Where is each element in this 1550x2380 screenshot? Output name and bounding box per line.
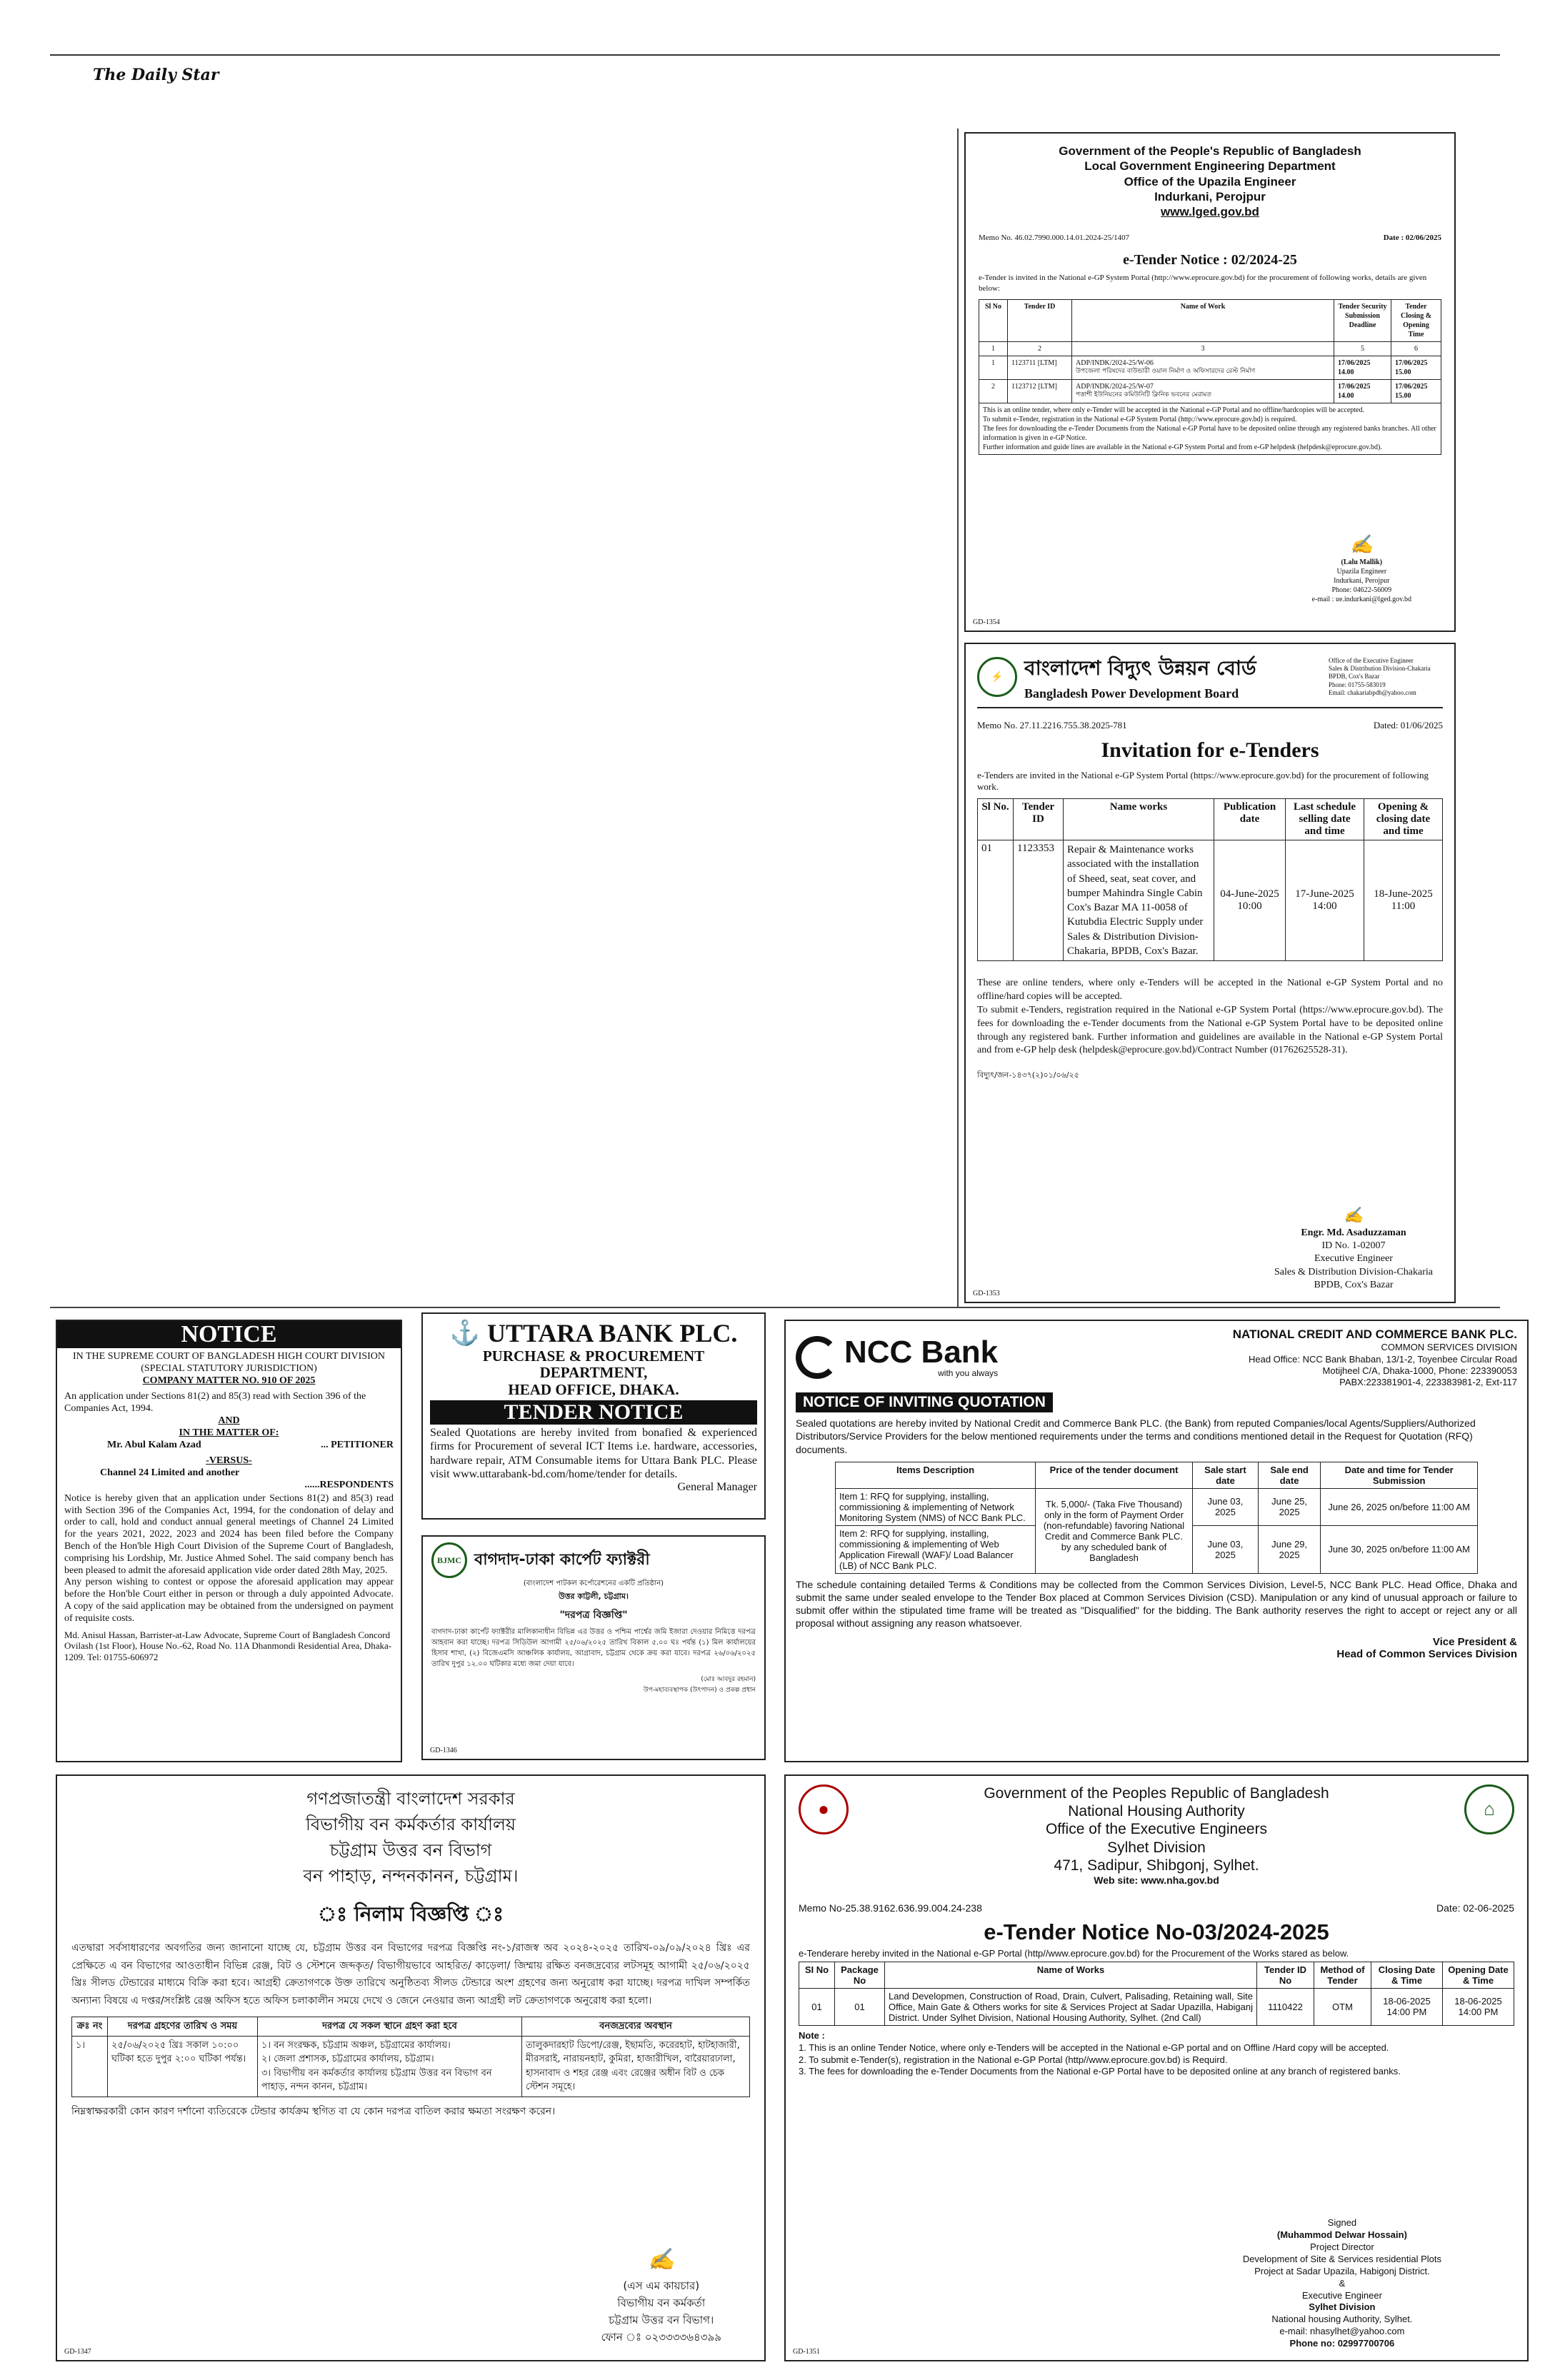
- bpdb-name-bn: বাংলাদেশ বিদ্যুৎ উন্নয়ন বোর্ড: [1024, 656, 1256, 680]
- forest-cell: ১। বন সংরক্ষক, চট্টগ্রাম অঞ্চল, চট্টগ্রামের কার্যালয়।: [261, 2039, 451, 2051]
- bpdb-th: Last schedule selling date and time: [1286, 799, 1364, 840]
- nha-line: National Housing Authority: [1068, 1803, 1245, 1820]
- bpdb-cell: 1123353: [1014, 840, 1064, 961]
- ncc-name: NATIONAL CREDIT AND COMMERCE BANK PLC.: [1232, 1327, 1517, 1341]
- ncc-price: Tk. 5,000/- (Taka Five Thousand) only in the form of Payment Order (non-refundable) favoring National Credit and Commerce Bank PLC. by any scheduled bank of Bangladesh: [1036, 1488, 1193, 1573]
- court-notice: [56, 1320, 402, 1762]
- ncc-cell: June 29, 2025: [1258, 1525, 1320, 1573]
- nha-note: 1. This is an online Tender Notice, where only e-Tenders will be accepted in the National e-GP portal and on Offline /Hard copy will be accepted.: [799, 2042, 1389, 2053]
- court-title: NOTICE: [57, 1321, 401, 1348]
- lged-th-close: Tender Closing & Opening Time: [1391, 299, 1441, 341]
- forest-sign: ফোন ঃ ০২৩৩৩৩৬৪৩৯৯: [601, 2331, 721, 2344]
- lged-intro: e-Tender is invited in the National e-GP System Portal (http://www.eprocure.gov.bd) for the procurement of following works, details are given below:: [979, 273, 1427, 293]
- ncc-tag: with you always: [938, 1368, 999, 1379]
- forest-table: [71, 2017, 750, 2097]
- lged-sign-line: Phone: 04622-56009: [1331, 586, 1392, 594]
- gd-code: GD-1346: [430, 1747, 457, 1754]
- ncc-logo-icon: [796, 1336, 839, 1379]
- lged-office: Office of the Upazila Engineer: [1124, 174, 1296, 189]
- lged-sign-line: e-mail : ue.indurkani@lged.gov.bd: [1311, 595, 1411, 603]
- nha-logo-icon: ⌂: [1464, 1784, 1514, 1834]
- carpet-body: বাগদাদ-ঢাকা কার্পেট ফ্যাক্টরীর মালিকানাধীন বিভিন্ন এর উত্তর ও পশ্চিম পার্শ্বের জমি ইজারা দেওয়ার নিমিত্তে দরপত্র আহবান করা যাচ্ছে। দরপত্র সিডিউল আগামী ২৫/০৬/২০২৫ তারিখ বিকাল ৫.০০ ঘঃ পর্যন্ত (১) মিল কার্যালয়ের হিসাব শাখা, (২) বিজেএমসি আঞ্চলিক কার্যালয়, আগ্রাবাদ, চট্টগ্রাম থেকে ক্রয় করা যাবে। দরপত্র ২৬/০৬/২০২৫ তারিখ দুপুর ১২.০০ ঘটিকার মধ্যে জমা দেয়া যাবে।: [431, 1628, 756, 1668]
- nha-th: Closing Date & Time: [1371, 1962, 1443, 1988]
- ncc-table: [835, 1462, 1478, 1574]
- court-line: Mr. Abul Kalam Azad: [107, 1439, 201, 1450]
- nha-line: Sylhet Division: [1107, 1839, 1206, 1856]
- ncc-th: Price of the tender document: [1036, 1462, 1193, 1488]
- carpet-sign: উপ-মহাব্যবস্থাপক (উৎপাদন) ও প্রকল্প প্রধান: [643, 1687, 756, 1694]
- lged-memo: Memo No. 46.02.7990.000.14.01.2024-25/1407: [979, 234, 1130, 243]
- bpdb-cell: 01: [978, 840, 1014, 961]
- bpdb-sign-line: BPDB, Cox's Bazar: [1314, 1279, 1394, 1290]
- nha-sign: Project at Sadar Upazila, Habigonj District.: [1254, 2265, 1430, 2276]
- bpdb-cell: 18-June-2025 11:00: [1364, 840, 1443, 961]
- forest-line: চট্টগ্রাম উত্তর বন বিভাগ: [329, 1840, 492, 1860]
- nha-sign: (Muhammod Delwar Hossain): [1276, 2229, 1407, 2241]
- nha-sign: e-mail: nhasylhet@yahoo.com: [1279, 2326, 1405, 2337]
- forest-line: বন পাহাড়, নন্দনকানন, চট্টগ্রাম।: [303, 1866, 519, 1886]
- nha-title: e-Tender Notice No-03/2024-2025: [984, 1919, 1329, 1944]
- ncc-div: COMMON SERVICES DIVISION: [1381, 1342, 1517, 1353]
- lged-cell: 1: [979, 356, 1008, 379]
- nha-note: Note :: [799, 2029, 825, 2041]
- masthead: The Daily Star: [93, 66, 219, 84]
- lged-title: e-Tender Notice : 02/2024-25: [1123, 252, 1297, 268]
- lged-cell: 17/06/2025 15.00: [1391, 379, 1441, 403]
- lged-cell: ADP/INDK/2024-25/W-06: [1076, 358, 1154, 367]
- bpdb-th: Name works: [1064, 799, 1214, 840]
- lged-cell: 17/06/2025 15.00: [1391, 356, 1441, 379]
- bpdb-table: [977, 798, 1443, 961]
- forest-cell: ৩। বিভাগীয় বন কর্মকর্তার কার্যালয় চট্টগ্রাম উত্তর বন বিভাগ বন পাহাড়, নন্দন কানন, চট্টগ্রাম।: [261, 2067, 492, 2092]
- bpdb-body: To submit e-Tenders, registration required in the National e-GP System Portal (https://www.eprocure.gov.bd). The fees for downloading the e-Tender documents from the National e-GP System Portal have to be deposited online through any registered bank. Further information and guidelines are available in the National e-GP System Portal and from e-GP help desk (helpdesk@eprocure.gov.bd)/Contract Number (01762625528-31).: [977, 1004, 1443, 1056]
- nha-cell: Land Developmen, Construction of Road, Drain, Culvert, Palisading, Retaining wall, Site Office, Main Gate & Others works for site & Services Project at Sadar Upazilla, Habiganj District. Under Sylhet Division, National Housing Authority, Sylhet. (2nd Call): [885, 1988, 1257, 2025]
- carpet-title: "দরপত্র বিজ্ঞপ্তি": [559, 1610, 628, 1621]
- table-row: [72, 2036, 750, 2097]
- gd-code: GD-1347: [64, 2348, 91, 2356]
- ncc-sign: Vice President &: [1432, 1635, 1517, 1648]
- nha-sign: Development of Site & Services residential Plots: [1242, 2253, 1441, 2264]
- ncc-body: The schedule containing detailed Terms & Conditions may be collected from the Common Services Division, Level-5, NCC Bank PLC. Head Office, Dhaka and submit the same under sealed envelope to the Tender Box placed at Common Services Division (CSD). Manipulation or any kind of unusual approach or failure to submit offer within the stipulated time frame will be treated as "Disqualified" for the bidding. The Bank authority reserves the right to accept or reject any or all proposal without assigning any reason whatsoever.: [796, 1578, 1517, 1630]
- nha-table: [799, 1962, 1514, 2026]
- forest-th: বনজদ্রব্যের অবস্থান: [522, 2017, 750, 2037]
- govt-emblem-icon: ●: [799, 1784, 849, 1834]
- lged-sign-line: Upazila Engineer: [1336, 567, 1387, 576]
- gd-code: GD-1351: [793, 2348, 820, 2356]
- uttara-gm: General Manager: [677, 1480, 757, 1493]
- bpdb-cell: Repair & Maintenance works associated with the installation of Sheed, seat, seat cover, and bumper Mahindra Single Cabin Cox's Bazar MA 11-0058 of Kutubdia Electric Supply under Sales & Distribution Division-Chakaria, BPDB, Cox's Bazar.: [1064, 840, 1214, 961]
- forest-cell: ১।: [72, 2036, 108, 2097]
- nha-th: Opening Date & Time: [1443, 1962, 1514, 1988]
- uttara-logo-icon: ⚓: [449, 1320, 480, 1347]
- lged-signature: ✍: [1350, 534, 1374, 556]
- lged-table: [979, 299, 1441, 403]
- ncc-notice: [784, 1320, 1529, 1762]
- uttara-title: TENDER NOTICE: [430, 1400, 757, 1425]
- uttara-notice: [421, 1312, 766, 1520]
- nha-th: Name of Works: [885, 1962, 1257, 1988]
- lged-signer: (Lalu Mallik): [1341, 558, 1383, 566]
- lged-cell: 17/06/2025 14.00: [1334, 379, 1391, 403]
- bpdb-name-en: Bangladesh Power Development Board: [1024, 686, 1239, 701]
- lged-cell: ADP/INDK/2024-25/W-07: [1076, 382, 1154, 391]
- lged-num: 2: [1008, 341, 1072, 356]
- ncc-cell: June 03, 2025: [1193, 1488, 1259, 1525]
- ncc-sign: Head of Common Services Division: [1336, 1647, 1517, 1660]
- lged-num: 5: [1334, 341, 1391, 356]
- ncc-logo: NCC Bank: [844, 1335, 999, 1370]
- forest-sign: (এস এম কায়চার): [623, 2279, 700, 2292]
- forest-line: গণপ্রজাতন্ত্রী বাংলাদেশ সরকার: [306, 1789, 515, 1809]
- bpdb-body: These are online tenders, where only e-Tenders will be accepted in the National e-GP System Portal and no offline/hard copies will be accepted.: [977, 978, 1443, 1002]
- ncc-th: Sale start date: [1193, 1462, 1259, 1488]
- lged-note: To submit e-Tender, registration in the National e-GP System Portal (http://www.eprocure.gov.bd) is required.: [983, 415, 1297, 423]
- lged-web: www.lged.gov.bd: [1161, 205, 1259, 219]
- carpet-name: বাগদাদ-ঢাকা কার্পেট ফ্যাক্টরী: [474, 1550, 650, 1569]
- forest-cell: ২। জেলা প্রশাসক, চট্টগ্রামের কার্যালয়, চট্টগ্রাম।: [261, 2054, 434, 2064]
- nha-line: Office of the Executive Engineers: [1045, 1821, 1268, 1838]
- lged-th-name: Name of Work: [1072, 299, 1334, 341]
- bpdb-date: Dated: 01/06/2025: [1373, 720, 1443, 730]
- bpdb-notice: [964, 643, 1456, 1303]
- court-body: Notice is hereby given that an application under Sections 81(2) and 85(3) read with Section 396 of the Companies Act, 1994, for the condonation of delay and order to call, hold and conduct annual general meetings of Channel 24 Limited for the years 2021, 2022, 2023 and 2024 has been filed before the Company Bench of the Hon'ble High Court Division of the Supreme Court of Bangladesh, comprising his Lordship, Mr. Justice Ahmed Sohel. The said company bench has been pleased to admit the aforesaid application vide order dated 28th May, 2025.: [64, 1492, 394, 1576]
- forest-cell: ২৫/০৬/২০২৫ খ্রিঃ সকাল ১০:০০ ঘটিকা হতে দুপুর ২:০০ ঘটিকা পর্যন্ত।: [108, 2036, 258, 2097]
- court-line: IN THE SUPREME COURT OF BANGLADESH HIGH COURT DIVISION: [72, 1351, 385, 1362]
- gd-code: GD-1354: [973, 618, 1000, 626]
- nha-date: Date: 02-06-2025: [1436, 1902, 1514, 1914]
- nha-th: Method of Tender: [1314, 1962, 1371, 1988]
- table-row: [799, 1988, 1514, 2025]
- table-row: [979, 356, 1441, 379]
- nha-cell: 01: [835, 1988, 885, 2025]
- lged-dept: Local Government Engineering Department: [1084, 159, 1336, 174]
- uttara-body: Sealed Quotations are hereby invited from bonafied & experienced firms for Procurement of several ICT Items i.e. hardware, accessories, hardware repair, ATM Consumable items for Uttara Bank PLC. Please visit www.uttarabank-bd.com/home/tender for details.: [430, 1427, 757, 1480]
- gd-code: GD-1353: [973, 1290, 1000, 1297]
- court-line: -VERSUS-: [206, 1455, 252, 1467]
- nha-note: 2. To submit e-Tender(s), registration in the National e-GP Portal (http//www.eprocure.gov.bd) is Requird.: [799, 2054, 1228, 2065]
- forest-sign: চট্টগ্রাম উত্তর বন বিভাগ।: [609, 2314, 714, 2326]
- nha-sign: Executive Engineer: [1301, 2289, 1382, 2301]
- lged-num: 6: [1391, 341, 1441, 356]
- bpdb-title: Invitation for e-Tenders: [1101, 738, 1319, 762]
- carpet-sub: উত্তর কাট্টলী, চট্টগ্রাম।: [559, 1592, 629, 1601]
- lged-cell: 1123711 [LTM]: [1008, 356, 1072, 379]
- court-sign: Md. Anisul Hassan, Barrister-at-Law Advocate, Supreme Court of Bangladesh Concord Ovilash (1st Floor), House No.-62, Road No. 11A Dhanmondi Residential Area, Dhaka-1209. Tel: 01755-606972: [64, 1629, 392, 1662]
- forest-notice: [56, 1774, 766, 2361]
- court-line: (SPECIAL STATUTORY JURISDICTION): [141, 1362, 317, 1374]
- ncc-cell: Item 2: RFQ for supplying, installing, commissioning & implementing of Web Application Firewall (WAF)/ Load Balancer (LB) of NCC Bank PLC.: [836, 1525, 1036, 1573]
- court-line: An application under Sections 81(2) and 85(3) read with Section 396 of the Companies Act, 1994.: [64, 1391, 366, 1415]
- lged-gov: Government of the People's Republic of Bangladesh: [1059, 144, 1361, 158]
- ncc-addr: PABX:223381901-4, 223383981-2, Ext-117: [1339, 1377, 1517, 1387]
- nha-memo: Memo No-25.38.9162.636.99.004.24-238: [799, 1902, 982, 1914]
- court-line: IN THE MATTER OF:: [179, 1427, 279, 1438]
- table-row: [978, 840, 1443, 961]
- nha-sign: Sylhet Division: [1309, 2301, 1376, 2313]
- nha-line: 471, Sadipur, Shibgonj, Sylhet.: [1054, 1857, 1259, 1874]
- forest-line: বিভাগীয় বন কর্মকর্তার কার্যালয়: [305, 1814, 516, 1834]
- lged-num: 3: [1072, 341, 1334, 356]
- bpdb-office: BPDB, Cox's Bazar: [1329, 673, 1380, 681]
- bpdb-signature: ✍: [1344, 1207, 1364, 1225]
- nha-intro: e-Tenderare hereby invited in the National e-GP Portal (http//www.eprocure.gov.bd) for the Procurement of the Works stared as below.: [799, 1947, 1349, 1959]
- bpdb-signer: Engr. Md. Asaduzzaman: [1301, 1227, 1406, 1239]
- lged-th-sl: Sl No: [979, 299, 1008, 341]
- forest-sign: বিভাগীয় বন কর্মকর্তা: [617, 2296, 706, 2309]
- bpdb-cell: 17-June-2025 14:00: [1286, 840, 1364, 961]
- bpdb-sign-line: ID No. 1-02007: [1321, 1240, 1386, 1252]
- lged-cell: 1123712 [LTM]: [1008, 379, 1072, 403]
- table-row: [836, 1488, 1478, 1525]
- uttara-dept: PURCHASE & PROCUREMENT DEPARTMENT,: [482, 1347, 705, 1382]
- lged-cell: 17/06/2025 14.00: [1334, 356, 1391, 379]
- lged-cell: উপজেলা পরিষদের বাউন্ডারী ওয়াল নির্মাণ ও অফিসারদের রেস্ট নির্মাণ: [1076, 367, 1256, 375]
- court-line: AND: [218, 1415, 240, 1426]
- bpdb-office: Phone: 01755-583019: [1329, 681, 1386, 688]
- row-divider: [50, 1307, 1500, 1308]
- column-divider: [957, 129, 959, 1307]
- forest-body: এতদ্বারা সর্বসাধারণের অবগতির জন্য জানানো যাচ্ছে যে, চট্টগ্রাম উত্তর বন বিভাগের দরপত্র বিজ্ঞপ্তি নং-১/রাজস্ব অব ২০২৪-২০২৫ তারিখ-০৯/০৯/২০২৪ খ্রিঃ এর প্রেক্ষিতে এ বন বিভাগের আওতাধীন বিভিন্ন রেঞ্জ, বিট ও স্টেশনে জব্দকৃত/ বিভাগীয়ভাবে আহরিত/ কাড়েলা/ জিম্মায় রক্ষিত বনজদ্রব্যের লটসমূহ আগামী ২৫/০৬/২০২৫ খ্রিঃ সীলড টেন্ডারের মাধ্যমে বিক্রি করা হবে। আগ্রহী ক্রেতাগণকে উক্ত তারিখে অনুষ্ঠিতব্য সীলড টেন্ডারে অংশ গ্রহণের জন্য অনুরোধ করা যাচ্ছে। দরপত্র দাখিল সম্পর্কিত অন্যান্য বিষয়ে এ দপ্তর/সংশ্লিষ্ট রেঞ্জ অফিস হতে অফিস চলাকালীন সময়ে দেখে ও জেনে নেওয়ার জন্য আগ্রহী লট ক্রেতাগণকে অনুরোধ করা হলো।: [71, 1942, 750, 2007]
- ncc-th: Date and time for Tender Submission: [1321, 1462, 1478, 1488]
- lged-notice: [964, 132, 1456, 632]
- nha-notice: [784, 1774, 1529, 2361]
- lged-date: Date : 02/06/2025: [1383, 234, 1441, 243]
- lged-sign-line: Indurkani, Perojpur: [1334, 576, 1390, 585]
- ncc-th: Sale end date: [1258, 1462, 1320, 1488]
- table-row: [979, 379, 1441, 403]
- carpet-sub: (বাংলাদেশ পাটকল কর্পোরেশনের একটি প্রতিষ্ঠান): [523, 1580, 664, 1587]
- carpet-sign: (মোঃ আবদুর রহমান): [701, 1676, 756, 1683]
- ncc-addr: Motijheel C/A, Dhaka-1000, Phone: 223390053: [1322, 1365, 1517, 1376]
- court-line: ......RESPONDENTS: [304, 1479, 394, 1490]
- bpdb-th: Publication date: [1214, 799, 1286, 840]
- nha-web: Web site: www.nha.gov.bd: [1094, 1874, 1219, 1886]
- nha-cell: 01: [799, 1988, 835, 2025]
- bpdb-office: Email: chakariabpdb@yahoo.com: [1329, 688, 1416, 696]
- forest-th: ক্রঃ নং: [72, 2017, 108, 2037]
- lged-note: Further information and guide lines are available in the National e-GP System Portal and from e-GP helpdesk (helpdesk@eprocure.gov.bd).: [983, 443, 1382, 451]
- lged-cell: 2: [979, 379, 1008, 403]
- nha-cell: OTM: [1314, 1988, 1371, 2025]
- carpet-notice: [421, 1535, 766, 1760]
- bpdb-cell: 04-June-2025 10:00: [1214, 840, 1286, 961]
- bpdb-th: Sl No.: [978, 799, 1014, 840]
- bpdb-th: Tender ID: [1014, 799, 1064, 840]
- ncc-cell: June 26, 2025 on/before 11:00 AM: [1321, 1488, 1478, 1525]
- court-line: COMPANY MATTER NO. 910 OF 2025: [142, 1375, 316, 1386]
- forest-signature: ✍: [648, 2247, 675, 2272]
- forest-cell: তালুকদারহাট ডিপো/রেঞ্জ, ইছামতি, করেরহাট, হাটহাজারী, মীরসরাই, নারায়নহাট, কুমিরা, হাজারীখিল, বারৈয়ারঢালা, হাসনাবাদ ও শহর রেঞ্জ এবং রেঞ্জের অধীন বিট ও চেক স্টেশন সমূহে।: [522, 2036, 750, 2097]
- nha-th: SI No: [799, 1962, 835, 1988]
- lged-note: This is an online tender, where only e-Tender will be accepted in the National e-GP Portal and no offline/hardcopies will be accepted.: [983, 406, 1364, 414]
- nha-cell: 18-06-2025 14:00 PM: [1443, 1988, 1514, 2025]
- nha-sign: Phone no: 02997700706: [1289, 2338, 1395, 2349]
- lged-cell: পত্তাশী ইউনিয়নের কমিউনিটি ক্লিনিক ভবনের মেরামত: [1076, 391, 1212, 398]
- forest-note: নিম্নস্বাক্ষরকারী কোন কারণ দর্শানো ব্যতিরেকে টেন্ডার কার্যক্রম স্থগিত বা যে কোন দরপত্র বাতিল করার ক্ষমতা সংরক্ষণ করেন।: [71, 2105, 556, 2117]
- bpdb-office: Sales & Distribution Division-Chakaria: [1329, 665, 1431, 673]
- bpdb-th: Opening & closing date and time: [1364, 799, 1443, 840]
- forest-title: ঃ নিলাম বিজ্ঞপ্তি ঃ: [317, 1902, 504, 1926]
- uttara-name: UTTARA BANK PLC.: [486, 1319, 738, 1347]
- ncc-title: NOTICE OF INVITING QUOTATION: [796, 1392, 1053, 1412]
- lged-note: The fees for downloading the e-Tender Documents from the National e-GP Portal have to be deposited online through any registered banks branches. All other information is given in e-GP Notice.: [983, 424, 1436, 442]
- nha-sign: National housing Authority, Sylhet.: [1271, 2314, 1413, 2325]
- ncc-th: Items Description: [836, 1462, 1036, 1488]
- ncc-cell: June 03, 2025: [1193, 1525, 1259, 1573]
- ncc-cell: June 30, 2025 on/before 11:00 AM: [1321, 1525, 1478, 1573]
- nha-sign: Signed: [1327, 2217, 1357, 2229]
- top-rule: [50, 54, 1500, 56]
- nha-cell: 18-06-2025 14:00 PM: [1371, 1988, 1443, 2025]
- bpdb-sign-line: Executive Engineer: [1314, 1253, 1393, 1265]
- ncc-cell: June 25, 2025: [1258, 1488, 1320, 1525]
- forest-th: দরপত্র গ্রহণের তারিখ ও সময়: [108, 2017, 258, 2037]
- court-line: Channel 24 Limited and another: [100, 1467, 240, 1479]
- court-body: Any person wishing to contest or oppose the aforesaid application may appear before the Hon'ble Court either in person or through a duly appointed Advocate. A copy of the said application may be obtained from the undersigned on payment of requisite costs.: [64, 1577, 394, 1624]
- nha-line: Government of the Peoples Republic of Bangladesh: [984, 1785, 1329, 1802]
- uttara-office: HEAD OFFICE, DHAKA.: [508, 1381, 679, 1399]
- court-line: ... PETITIONER: [321, 1439, 394, 1450]
- lged-th-deadline: Tender Security Submission Deadline: [1334, 299, 1391, 341]
- bjmc-logo-icon: BJMC: [431, 1542, 467, 1578]
- ncc-cell: Item 1: RFQ for supplying, installing, commissioning & implementing of Network Monitoring System (NMS) of NCC Bank PLC.: [836, 1488, 1036, 1525]
- bpdb-memo: Memo No. 27.11.2216.755.38.2025-781: [977, 720, 1127, 730]
- bpdb-logo-icon: ⚡: [977, 657, 1017, 697]
- nha-cell: 1110422: [1257, 1988, 1314, 2025]
- bpdb-sign-line: Sales & Distribution Division-Chakaria: [1274, 1266, 1433, 1277]
- bpdb-ref: বিদ্যুৎ/জন-১৪৩৭(২)০১/০৬/২৫: [977, 1070, 1079, 1080]
- ncc-addr: Head Office: NCC Bank Bhaban, 13/1-2, Toyenbee Circular Road: [1248, 1353, 1517, 1365]
- lged-place: Indurkani, Perojpur: [1154, 189, 1266, 204]
- nha-th: Package No: [835, 1962, 885, 1988]
- bpdb-office: Office of the Executive Engineer: [1329, 656, 1414, 664]
- bpdb-intro: e-Tenders are invited in the National e-GP System Portal (https://www.eprocure.gov.bd) for the procurement of following work.: [977, 770, 1429, 792]
- ncc-intro: Sealed quotations are hereby invited by National Credit and Commerce Bank PLC. (the Bank) from reputed Companies/local Agents/Suppliers/Authorized Distributors/Service Providers for the below mentioned requirements under the terms and conditions mentioned detail in the Request for Quotation (RFQ) documents.: [796, 1417, 1476, 1455]
- forest-th: দরপত্র যে সকল স্থানে গ্রহণ করা হবে: [258, 2017, 522, 2037]
- nha-th: Tender ID No: [1257, 1962, 1314, 1988]
- lged-num: 1: [979, 341, 1008, 356]
- nha-sign: Project Director: [1310, 2241, 1374, 2252]
- nha-note: 3. The fees for downloading the e-Tender Documents from the National e-GP Portal have to be deposited online at any branch of registered banks.: [799, 2066, 1401, 2077]
- lged-th-id: Tender ID: [1008, 299, 1072, 341]
- nha-sign: &: [1339, 2277, 1346, 2289]
